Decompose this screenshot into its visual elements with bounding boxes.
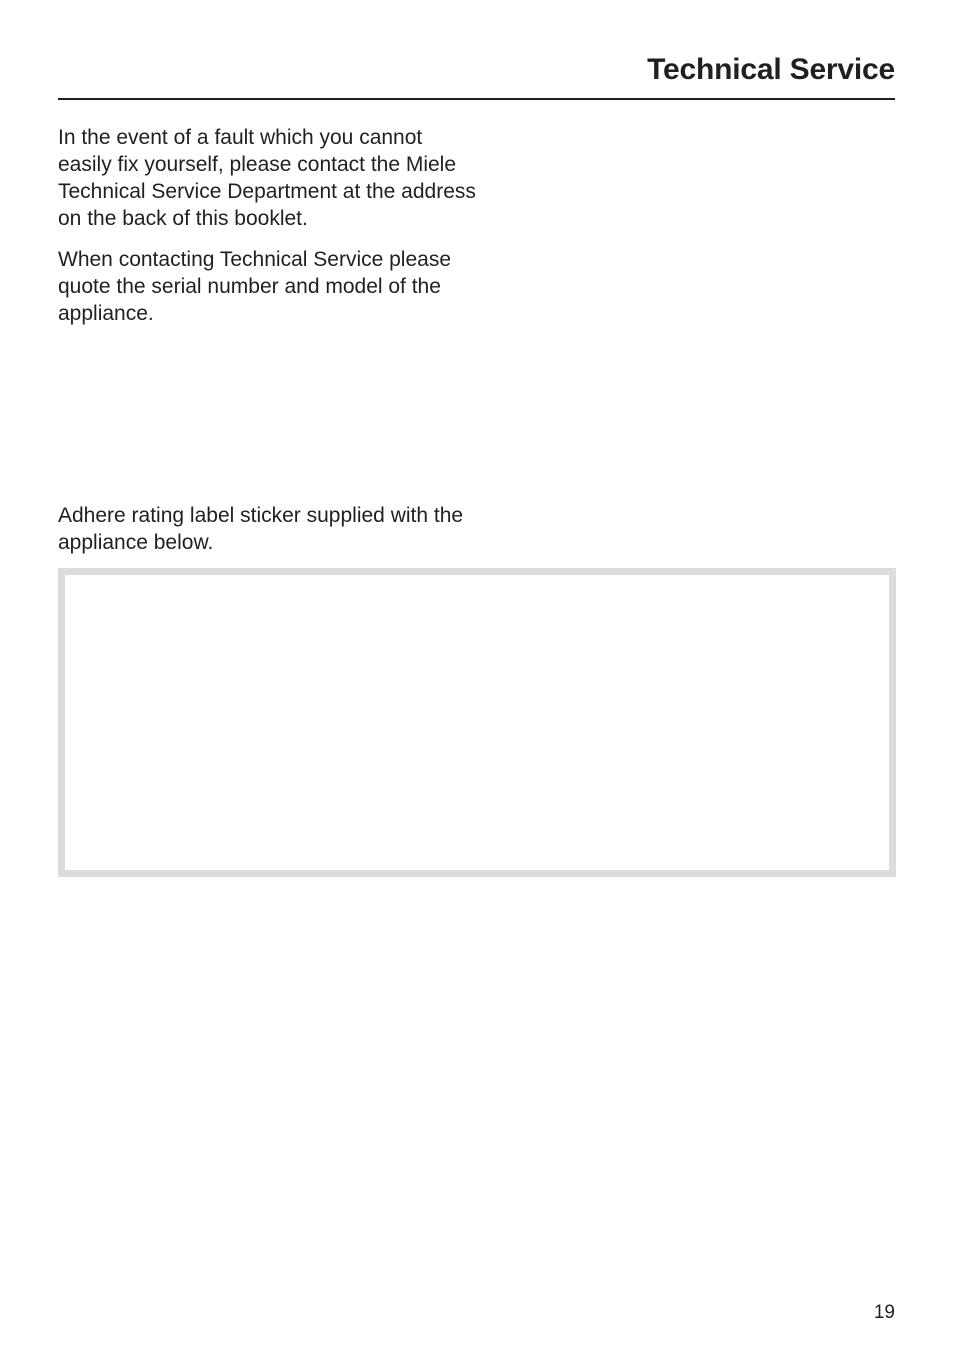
fault-contact-paragraph: In the event of a fault which you cannot easily fix yourself, please contact the Miele Technical Service Department at the address on the back of this booklet.: [58, 126, 476, 230]
rating-label-sticker-area: [58, 568, 896, 877]
serial-number-paragraph: When contacting Technical Service please quote the serial number and model of the appliance.: [58, 248, 452, 325]
page-title: Technical Service: [647, 53, 895, 86]
page-number: 19: [873, 1302, 895, 1323]
rating-label-instruction: Adhere rating label sticker supplied with the appliance below.: [58, 504, 464, 554]
header-divider: [58, 98, 895, 100]
